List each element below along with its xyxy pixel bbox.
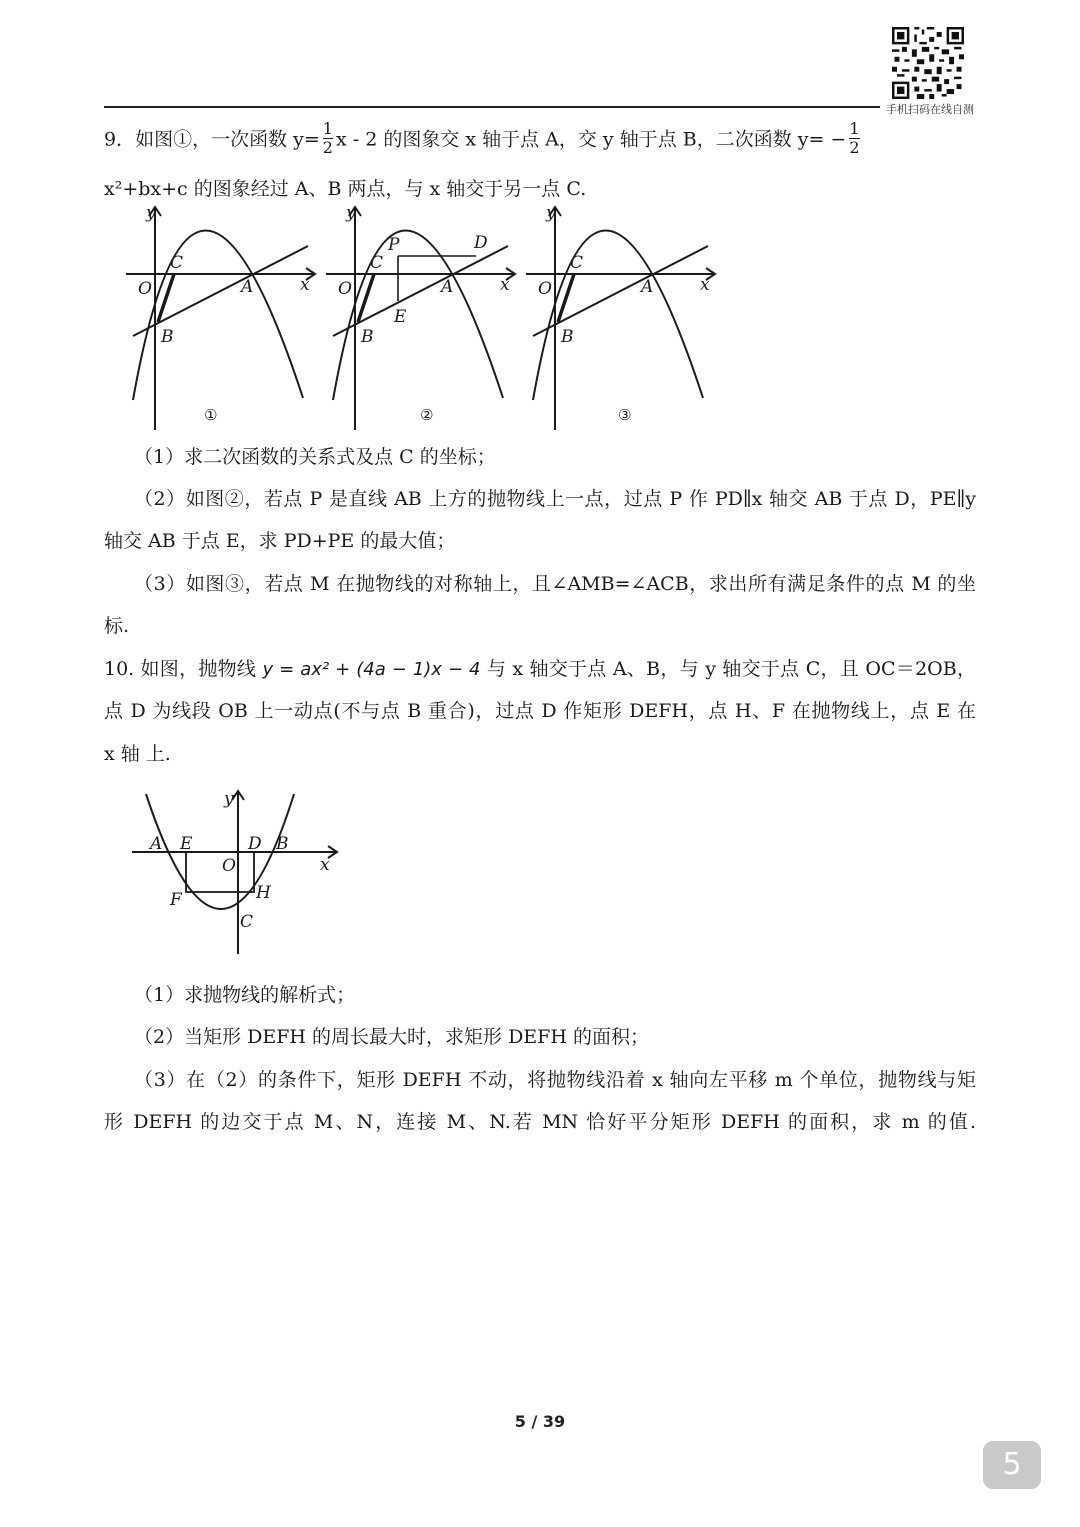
label-c: C xyxy=(370,253,384,273)
q9-figure-3 xyxy=(518,202,718,442)
header-divider xyxy=(104,106,880,108)
q9-sub-2-b: 轴交 AB 于点 E，求 PD+PE 的最大值； xyxy=(104,530,456,552)
label-y: y xyxy=(224,789,234,809)
figure-label-3: ③ xyxy=(618,406,632,424)
q10-figure xyxy=(124,786,344,960)
q9-sub-3-a: （3）如图③，若点 M 在抛物线的对称轴上，且∠AMB=∠ACB，求出所有满足条件的点 M 的坐 xyxy=(134,573,976,595)
label-b: B xyxy=(161,327,174,347)
label-e: E xyxy=(394,307,407,327)
q10-text-b: 与 x 轴交于点 A、B，与 y 轴交于点 C，且 OC＝2OB， xyxy=(486,658,976,680)
label-o: O xyxy=(338,279,352,299)
q9-text-b: x - 2 的图象交 x 轴于点 A，交 y 轴于点 B，二次函数 y= − xyxy=(335,128,847,151)
q9-sub-2-a: （2）如图②，若点 P 是直线 AB 上方的抛物线上一点，过点 P 作 PD∥x 轴交 AB 于点 D，PE∥y xyxy=(134,488,976,510)
label-f: F xyxy=(170,890,182,910)
page-badge[interactable]: 5 xyxy=(983,1441,1041,1489)
qr-code-icon[interactable] xyxy=(892,27,964,99)
label-b: B xyxy=(276,834,289,854)
qr-caption: 手机扫码在线自测 xyxy=(886,103,974,116)
label-c: C xyxy=(170,253,184,273)
label-b: B xyxy=(361,327,374,347)
q10-sub-1: （1）求抛物线的解析式； xyxy=(134,984,356,1006)
label-c: C xyxy=(240,912,254,932)
q10-sub-2: （2）当矩形 DEFH 的周长最大时，求矩形 DEFH 的面积； xyxy=(134,1026,649,1048)
figure-label-2: ② xyxy=(420,406,434,424)
label-a: A xyxy=(441,277,454,297)
q10-sub-3-a: （3）在（2）的条件下，矩形 DEFH 不动，将抛物线沿着 x 轴向左平移 m 个单位，抛物线与矩 xyxy=(134,1069,976,1091)
q9-line-2: x²+bx+c 的图象经过 A、B 两点，与 x 轴交于另一点 C. xyxy=(104,178,587,200)
page-number: 5 / 39 xyxy=(514,1412,566,1431)
segment-bc xyxy=(358,274,374,322)
q10-line-2: 点 D 为线段 OB 上一动点(不与点 B 重合)，过点 D 作矩形 DEFH，点 H、F 在抛物线上，点 E 在 xyxy=(104,700,976,722)
q10-text-a: 10. 如图，抛物线 xyxy=(104,658,257,680)
q9-sub-3-b: 标. xyxy=(104,615,130,637)
label-b: B xyxy=(561,327,574,347)
q9-figure-2 xyxy=(318,202,518,442)
label-o: O xyxy=(538,279,552,299)
q9-line-1 xyxy=(104,119,863,159)
fraction-half xyxy=(323,120,333,157)
label-x: x xyxy=(500,275,510,295)
label-d: D xyxy=(248,834,262,854)
fraction-half-2 xyxy=(849,120,859,157)
fraction-numerator: 1 xyxy=(322,119,333,138)
figure-label-1: ① xyxy=(204,406,218,424)
label-y: y xyxy=(346,203,356,223)
label-x: x xyxy=(700,275,710,295)
label-d: D xyxy=(474,233,488,253)
fraction-denominator: 2 xyxy=(849,138,860,157)
label-e: E xyxy=(180,834,193,854)
label-y: y xyxy=(546,203,556,223)
label-h: H xyxy=(256,883,271,903)
q10-line-1 xyxy=(104,656,976,683)
label-x: x xyxy=(320,855,330,875)
label-p: P xyxy=(388,235,400,255)
label-o: O xyxy=(138,279,152,299)
q10-formula: y = ax² + (4a − 1)x − 4 xyxy=(262,659,481,680)
q9-figure-1 xyxy=(118,202,318,442)
q9-sub-1: （1）求二次函数的关系式及点 C 的坐标； xyxy=(134,446,496,468)
q10-line-3: x 轴 上. xyxy=(104,743,171,765)
fraction-numerator: 1 xyxy=(849,119,860,138)
rectangle-defh xyxy=(186,852,254,892)
label-x: x xyxy=(300,275,310,295)
q9-text-a: 9．如图①，一次函数 y= xyxy=(104,128,320,151)
label-a: A xyxy=(641,277,654,297)
label-c: C xyxy=(570,253,584,273)
label-o: O xyxy=(222,856,236,876)
label-y: y xyxy=(146,203,156,223)
segment-bc xyxy=(158,274,174,322)
label-a: A xyxy=(241,277,254,297)
fraction-denominator: 2 xyxy=(322,138,333,157)
segment-bc xyxy=(558,274,574,322)
q10-sub-3-b: 形 DEFH 的边交于点 M、N，连接 M、N.若 MN 恰好平分矩形 DEFH 的面积，求 m 的值. xyxy=(104,1111,976,1133)
label-a: A xyxy=(150,834,163,854)
